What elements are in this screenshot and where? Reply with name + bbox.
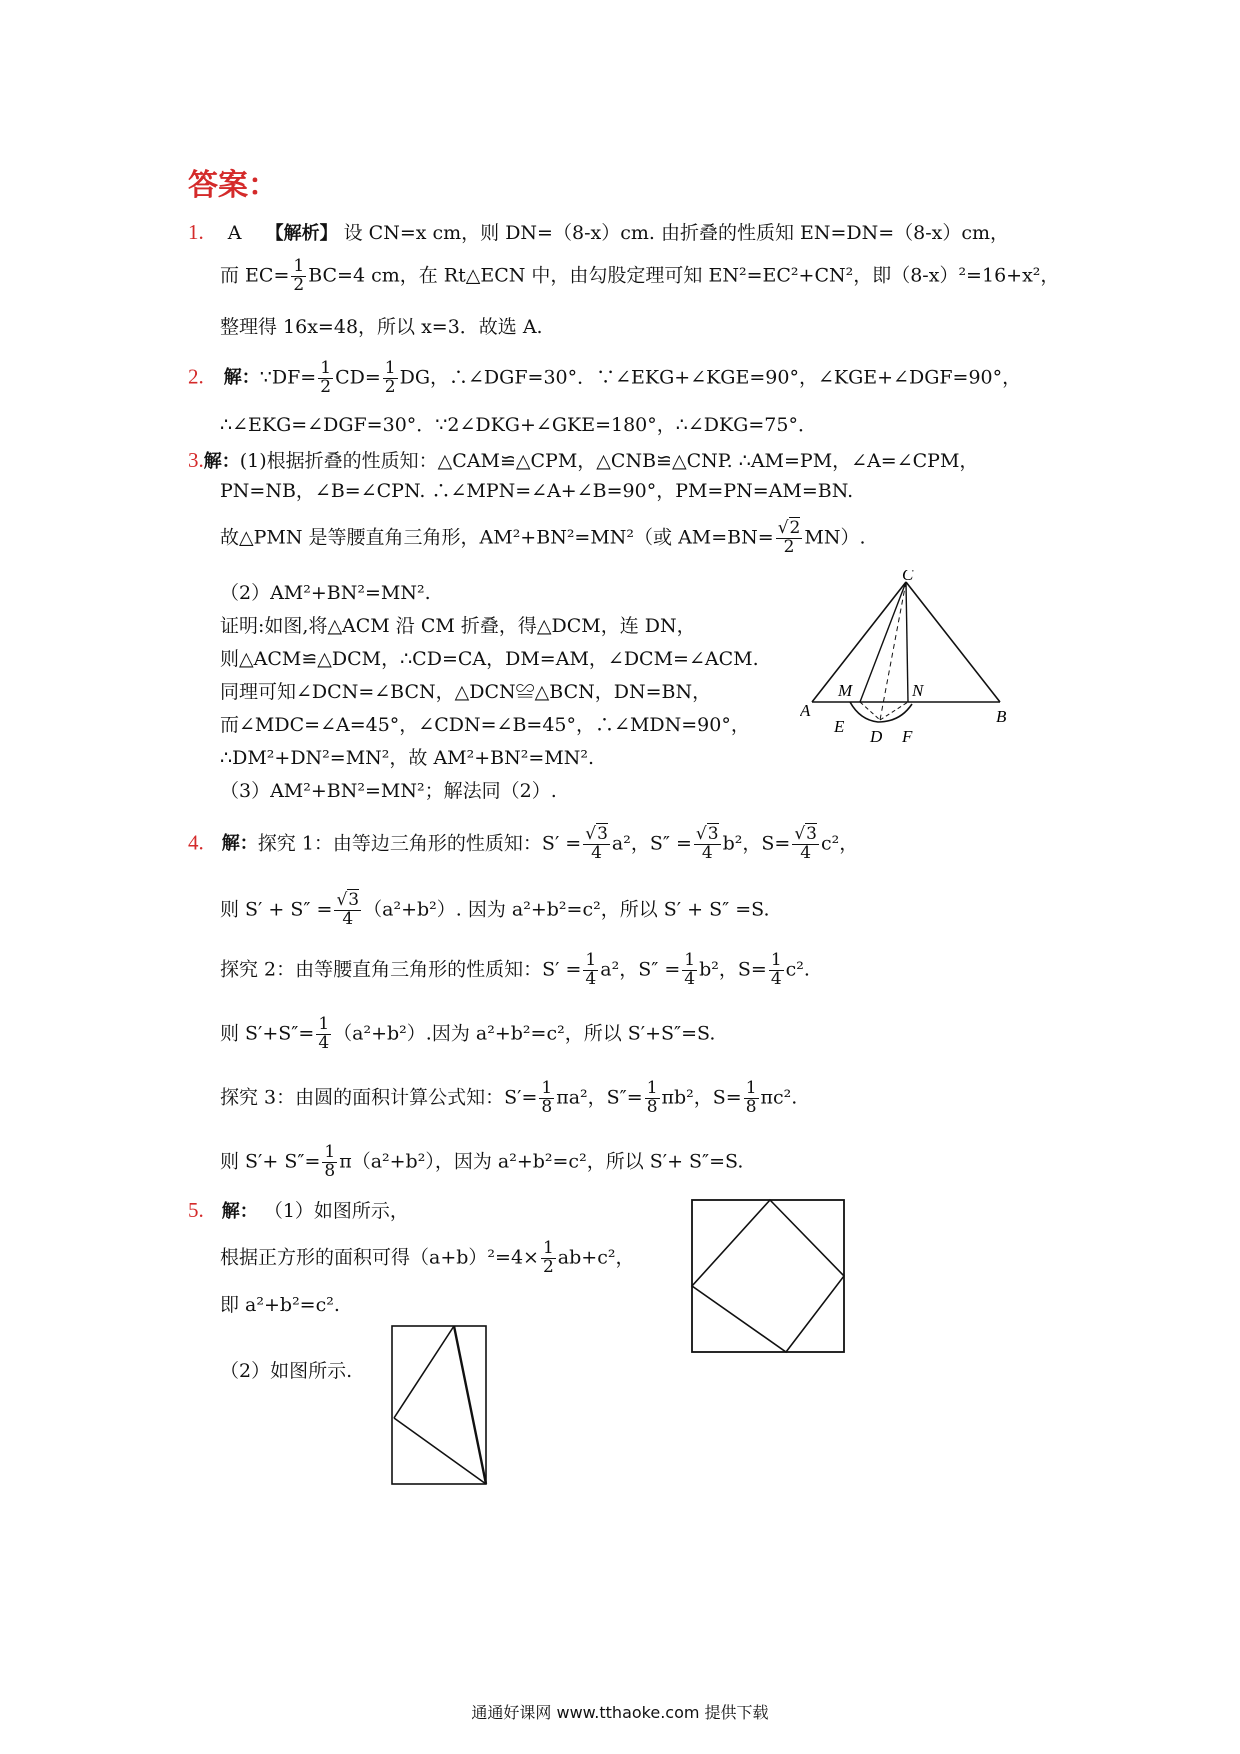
q3-text-3b: MN）. xyxy=(804,526,866,549)
q1-text-2b: BC=4 cm，在 Rt△ECN 中，由勾股定理可知 EN²=EC²+CN²，即（8-x）²=16+x²， xyxy=(308,264,1060,287)
q4-text-5c: πb²，S= xyxy=(661,1086,742,1109)
q4-text-6b: π（a²+b²），因为 a²+b²=c²，所以 S′+ S″=S. xyxy=(339,1150,744,1173)
q4-text-3d: c². xyxy=(785,958,810,981)
q4-text-1c: b²，S= xyxy=(722,832,791,855)
q5-text-1: （1）如图所示， xyxy=(263,1200,409,1222)
q5-line-4: （2）如图所示. xyxy=(220,1360,353,1382)
q4-text-4a: 则 S′+S″= xyxy=(220,1022,315,1045)
q3-sqrt-fraction: $\frac{√2}{2}$ xyxy=(777,518,801,557)
q1-text-1: 设 CN=x cm，则 DN=（8-x）cm. 由折叠的性质知 EN=DN=（8-x）cm， xyxy=(343,222,1010,244)
q4-text-1b: a²，S″ = xyxy=(611,832,692,855)
q4-text-5a: 探究 3：由圆的面积计算公式知：S′= xyxy=(220,1086,538,1109)
q3-line-6: 则△ACM≌△DCM，∴CD=CA，DM=AM，∠DCM=∠ACM. xyxy=(220,648,759,670)
q3-line-1 xyxy=(188,450,978,471)
q4-frac-1: $\frac{√3}{4}$ xyxy=(585,824,608,863)
q2-text-1c: DG，∴∠DGF=30°．∵∠EKG+∠KGE=90°，∠KGE+∠DGF=90°， xyxy=(399,366,1022,389)
q3-text-1: (1)根据折叠的性质知：△CAM≌△CPM，△CNB≌△CNP. ∴AM=PM，∠A=∠CPM， xyxy=(239,450,979,472)
q4-solution-label: 解： xyxy=(221,833,258,855)
q3-number: 3. xyxy=(188,448,204,472)
q4-frac-4: $\frac{√3}{4}$ xyxy=(336,890,360,929)
q4-frac-5: $\frac{1}{4}$ xyxy=(585,950,597,989)
q4-text-4b: （a²+b²）.因为 a²+b²=c²，所以 S′+S″=S. xyxy=(333,1022,716,1045)
q2-line-2: ∴∠EKG=∠DGF=30°．∵2∠DKG+∠GKE=180°，∴∠DKG=75°． xyxy=(220,414,817,436)
q4-text-1a: 探究 1：由等边三角形的性质知：S′ = xyxy=(257,832,582,855)
q1-text-2a: 而 EC= xyxy=(220,264,290,287)
q1-analysis-label: 【解析】 xyxy=(265,223,338,244)
q5-text-2b: ab+c²， xyxy=(557,1246,635,1269)
q4-text-3b: a²，S″ = xyxy=(600,958,681,981)
q2-fraction-1: $\frac{1}{2}$ xyxy=(320,358,332,397)
q5-square-figure xyxy=(690,1198,850,1358)
q1-line-3: 整理得 16x=48，所以 x=3．故选 A. xyxy=(220,316,543,338)
q2-solution-label: 解： xyxy=(223,367,260,389)
label-b: B xyxy=(996,707,1007,726)
q4-line-4 xyxy=(220,1016,715,1053)
q2-line-1 xyxy=(188,360,1021,397)
q2-text-1b: CD= xyxy=(335,366,381,389)
q5-line-2 xyxy=(220,1240,634,1277)
q5-fraction: $\frac{1}{2}$ xyxy=(542,1238,554,1277)
q4-frac-10: $\frac{1}{8}$ xyxy=(646,1078,658,1117)
label-a: A xyxy=(800,701,811,720)
q4-frac-2: $\frac{√3}{4}$ xyxy=(695,824,719,863)
q1-answer: A xyxy=(227,222,242,244)
q4-frac-7: $\frac{1}{4}$ xyxy=(770,950,782,989)
q4-text-6a: 则 S′+ S″= xyxy=(220,1150,321,1173)
q5-solution-label: 解： xyxy=(221,1201,258,1222)
q3-text-3a: 故△PMN 是等腰直角三角形，AM²+BN²=MN²（或 AM=BN= xyxy=(220,526,774,549)
q3-triangle-figure xyxy=(800,570,1020,750)
q3-line-9: ∴DM²+DN²=MN²，故 AM²+BN²=MN². xyxy=(220,747,595,769)
q4-line-6 xyxy=(220,1144,743,1181)
label-c: C xyxy=(902,570,914,584)
page-footer: 通通好课网 www.tthaoke.com 提供下载 xyxy=(471,1703,769,1722)
q4-text-3a: 探究 2：由等腰直角三角形的性质知：S′ = xyxy=(220,958,582,981)
q3-line-2: PN=NB，∠B=∠CPN. ∴∠MPN=∠A+∠B=90°，PM=PN=AM=BN. xyxy=(220,480,854,502)
q4-line-1 xyxy=(188,826,858,863)
q4-text-2a: 则 S′ + S″ = xyxy=(220,898,333,921)
q4-frac-11: $\frac{1}{8}$ xyxy=(745,1078,757,1117)
q3-line-5: 证明:如图,将△ACM 沿 CM 折叠，得△DCM，连 DN， xyxy=(220,615,696,637)
q3-line-3 xyxy=(220,520,866,557)
q4-line-2 xyxy=(220,892,770,929)
q3-line-8: 而∠MDC=∠A=45°，∠CDN=∠B=45°，∴∠MDN=90°， xyxy=(220,714,750,736)
q5-trapezoid-figure xyxy=(390,1324,500,1488)
q3-solution-label: 解： xyxy=(203,451,240,472)
q2-fraction-2: $\frac{1}{2}$ xyxy=(384,358,396,397)
q3-line-4: （2）AM²+BN²=MN². xyxy=(220,582,431,604)
q4-frac-9: $\frac{1}{8}$ xyxy=(541,1078,553,1117)
q5-text-2a: 根据正方形的面积可得（a+b）²=4× xyxy=(220,1246,539,1269)
q5-number: 5. xyxy=(188,1198,204,1222)
q4-text-3c: b²，S= xyxy=(699,958,767,981)
q4-text-2b: （a²+b²）. 因为 a²+b²=c²，所以 S′ + S″ =S. xyxy=(363,898,770,921)
q4-frac-8: $\frac{1}{4}$ xyxy=(318,1014,330,1053)
q5-line-3: 即 a²+b²=c². xyxy=(220,1294,340,1316)
label-d: D xyxy=(870,727,883,746)
q1-line-1 xyxy=(188,222,1009,243)
q1-fraction: $\frac{1}{2}$ xyxy=(293,256,305,295)
q4-text-1d: c²， xyxy=(820,832,859,855)
q2-text-1a: ∵DF= xyxy=(259,366,317,389)
q5-line-1 xyxy=(188,1200,409,1221)
q4-frac-3: $\frac{√3}{4}$ xyxy=(794,824,817,863)
label-m: M xyxy=(838,681,853,700)
q4-number: 4. xyxy=(188,830,204,855)
q3-line-10: （3）AM²+BN²=MN²；解法同（2）. xyxy=(220,780,557,802)
q4-line-5 xyxy=(220,1080,797,1117)
q4-line-3 xyxy=(220,952,810,989)
q2-number: 2. xyxy=(188,364,204,389)
label-n: N xyxy=(912,681,924,700)
q1-line-2 xyxy=(220,258,1059,295)
q4-frac-6: $\frac{1}{4}$ xyxy=(684,950,696,989)
q3-line-7: 同理可知∠DCN=∠BCN，△DCN≌△BCN，DN=BN， xyxy=(220,681,712,703)
q4-text-5b: πa²，S″= xyxy=(556,1086,643,1109)
q4-frac-12: $\frac{1}{8}$ xyxy=(324,1142,336,1181)
q1-number: 1. xyxy=(188,220,204,244)
q4-text-5d: πc². xyxy=(760,1086,798,1109)
answer-title: 答案： xyxy=(188,168,278,203)
label-e: E xyxy=(834,717,845,736)
label-f: F xyxy=(902,727,913,746)
